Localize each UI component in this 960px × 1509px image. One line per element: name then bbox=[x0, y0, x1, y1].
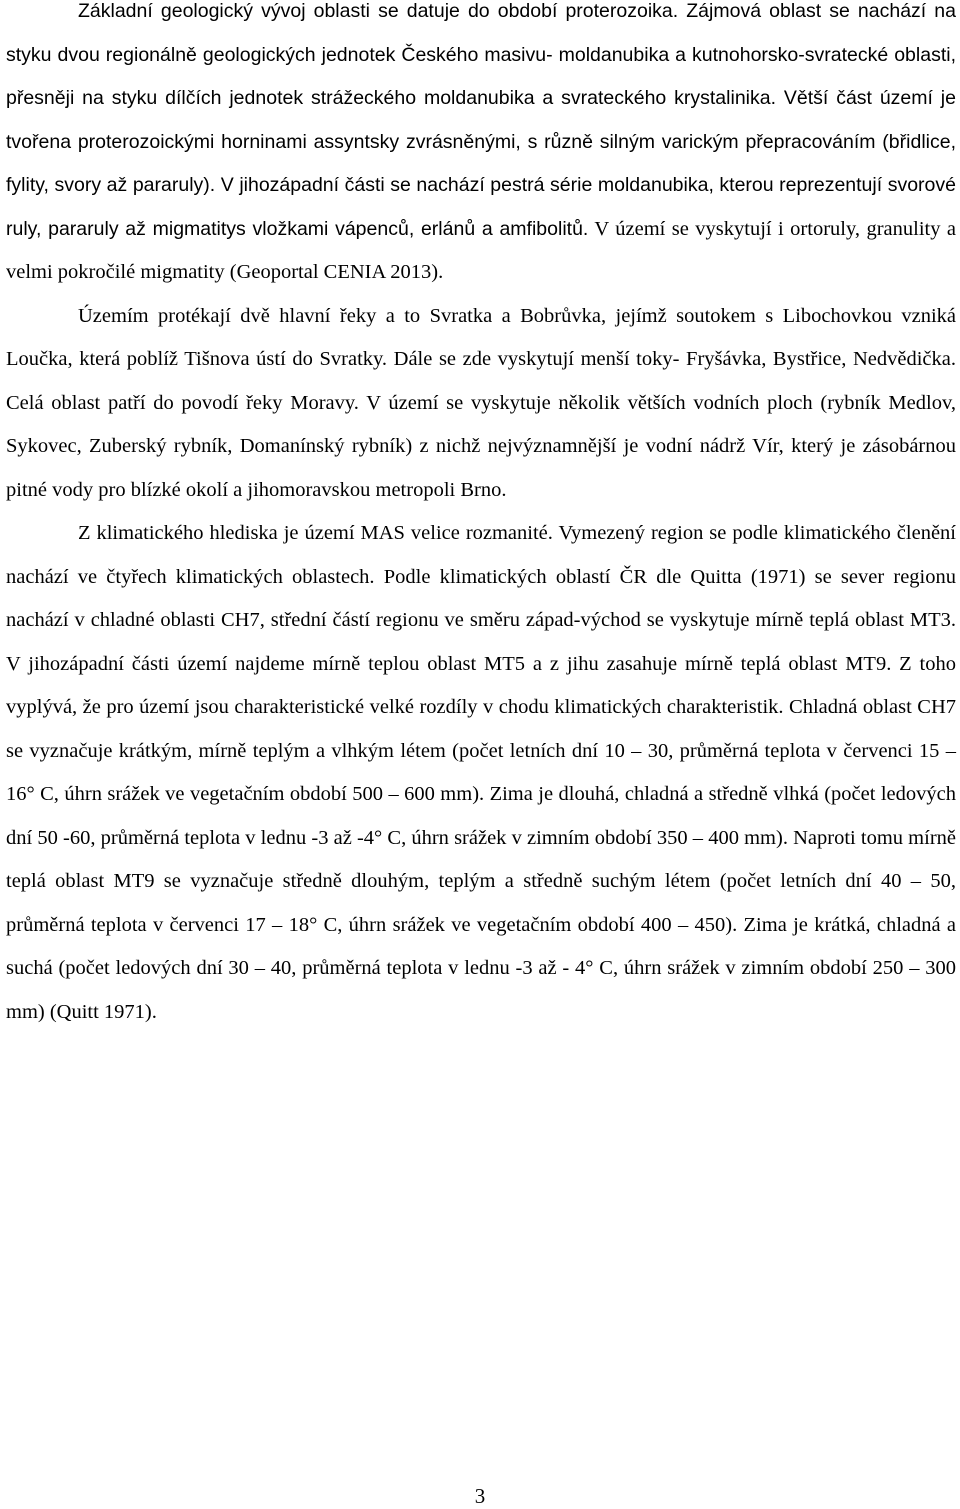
paragraph-geology bbox=[6, 0, 956, 295]
page-number: 3 bbox=[474, 1484, 486, 1508]
paragraph-hydrology bbox=[6, 295, 956, 513]
hydrology-text: Územím protékají dvě hlavní řeky a to Svratka a Bobrůvka, jejímž soutokem s Libochovkou vzniká Loučka, která poblíž Tišnova ústí do Svratky. Dále se zde vyskytují menší toky- Fryšávka, Bystřice, Nedvědička. Celá oblast patří do povodí řeky Moravy. V území se vyskytuje několik větších vodních ploch (rybník Medlov, Sykovec, Zuberský rybník, Domanínský rybník) z nichž nejvýznamnější je vodní nádrž Vír, který je zásobárnou pitné vody pro blízké okolí a jihomoravskou metropoli Brno. bbox=[6, 304, 956, 501]
geology-text-end: V území se vyskytují i ortoruly, granulity a velmi pokročilé migmatity (Geoportal CENIA 2013). bbox=[6, 217, 956, 283]
geology-text-main: Základní geologický vývoj oblasti se datuje do období proterozoika. Zájmová oblast se nachází na styku dvou regionálně geologických jednotek Českého masivu- moldanubika a kutnohorsko-svratecké oblasti, přesněji na styku dílčích jednotek strážeckého moldanubika a svrateckého krystalinika. Větší část území je tvořena proterozoickými horninami assyntsky zvrásněnými, s různě silným varickým přepracováním (břidlice, fylity, svory až pararuly). V jihozápadní části se nachází pestrá série moldanubika, kterou reprezentují svorové ruly, pararuly až migmatitys vložkami vápenců, erlánů a amfibolitů. bbox=[6, 0, 956, 240]
document-body bbox=[6, 0, 956, 1034]
paragraph-climate bbox=[6, 512, 956, 1034]
climate-text: Z klimatického hlediska je území MAS velice rozmanité. Vymezený region se podle klimatického členění nachází ve čtyřech klimatických oblastech. Podle klimatických oblastí ČR dle Quitta (1971) se sever regionu nachází v chladné oblasti CH7, střední částí regionu ve směru západ-východ se vyskytuje mírně teplá oblast MT3. V jihozápadní části území najdeme mírně teplou oblast MT5 a z jihu zasahuje mírně teplá oblast MT9. Z toho vyplývá, že pro území jsou charakteristické velké rozdíly v chodu klimatických charakteristik. Chladná oblast CH7 se vyznačuje krátkým, mírně teplým a vlhkým létem (počet letních dní 10 – 30, průměrná teplota v červenci 15 – 16° C, úhrn srážek ve vegetačním období 500 – 600 mm). Zima je dlouhá, chladná a středně vlhká (počet ledových dní 50 -60, průměrná teplota v lednu -3 až -4° C, úhrn srážek v zimním období 350 – 400 mm). Naproti tomu mírně teplá oblast MT9 se vyznačuje středně dlouhým, teplým a středně suchým létem (počet letních dní 40 – 50, průměrná teplota v červenci 17 – 18° C, úhrn srážek ve vegetačním období 400 – 450). Zima je krátká, chladná a suchá (počet ledových dní 30 – 40, průměrná teplota v lednu -3 až - 4° C, úhrn srážek v zimním období 250 – 300 mm) (Quitt 1971). bbox=[6, 522, 956, 1023]
